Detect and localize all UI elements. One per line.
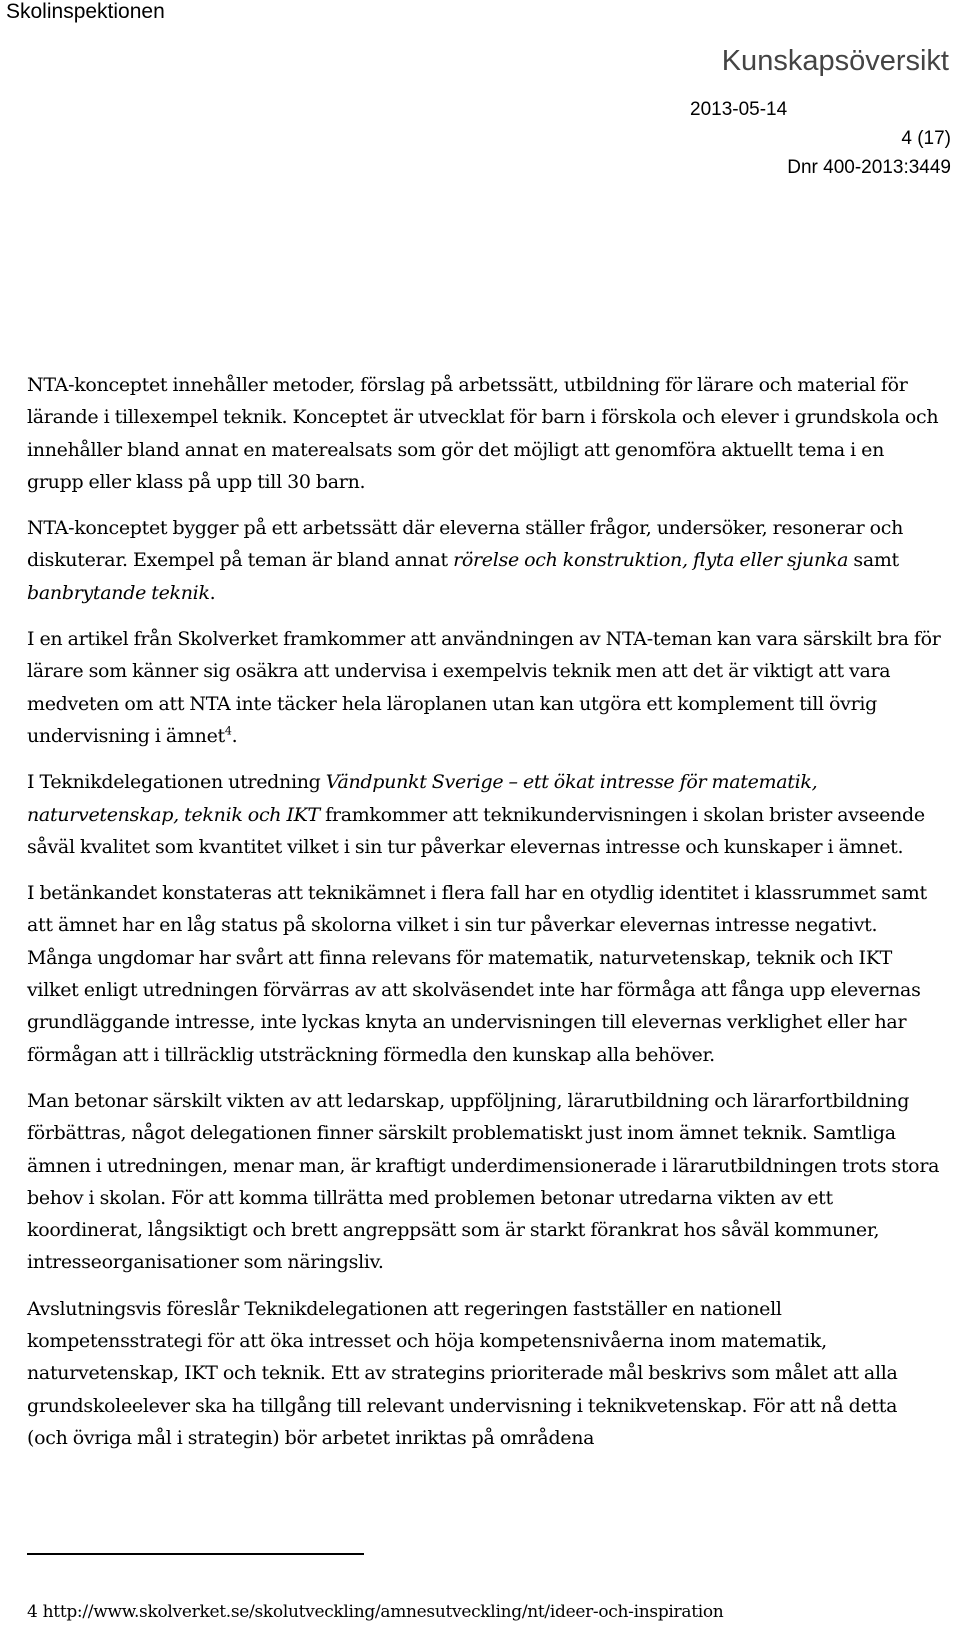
- paragraph-3: [27, 623, 942, 752]
- paragraph-4-italic-title: Vändpunkt Sverige – ett ökat intresse för matematik, naturvetenskap, teknik och IKT: [27, 771, 818, 826]
- footnote-number: 4: [27, 1602, 38, 1622]
- paragraph-2: [27, 512, 942, 609]
- footnote: [27, 1600, 947, 1624]
- footnote-link[interactable]: http://www.skolverket.se/skolutveckling/amnesutveckling/nt/ideer-och-inspiration: [42, 1602, 724, 1622]
- paragraph-7: Avslutningsvis föreslår Teknikdelegationen att regeringen fastställer en nationell kompetensstrategi för att öka intresset och höja kompetensnivåerna inom matematik, naturvetenskap, IKT och teknik. Ett av strategins prioriterade mål beskrivs som målet att alla grundskoleelever ska ha tillgång till relevant undervisning i teknikvetenskap. För att nå detta (och övriga mål i strategin) bör arbetet inriktas på områdena: [27, 1297, 898, 1449]
- paragraph-5: I betänkandet konstateras att teknikämnet i flera fall har en otydlig identitet i klassrummet samt att ämnet har en låg status på skolorna vilket i sin tur påverkar elevernas intresse negativt. Många ungdomar har svårt att finna relevans för matematik, naturvetenskap, teknik och IKT vilket enligt utredningen förvärras av att skolväsendet inte har förmåga att fånga upp elevernas grundläggande intresse, inte lyckas knyta an undervisningen till elevernas verklighet eller har förmågan att i tillräcklig utsträckning förmedla den kunskap alla behöver.: [27, 882, 927, 1066]
- paragraph-4: [27, 766, 942, 863]
- paragraph-1: NTA-konceptet innehåller metoder, förslag på arbetssätt, utbildning för lärare och material för lärande i tillexempel teknik. Konceptet är utvecklat för barn i förskola och elever i grundskola och innehåller bland annat en materealsats som gör det möjligt att genomföra aktuellt tema i en grupp eller klass på upp till 30 barn.: [27, 374, 939, 493]
- page-number: 4 (17): [901, 128, 951, 149]
- document-type: Kunskapsöversikt: [721, 45, 949, 77]
- body-text: [27, 369, 942, 1468]
- paragraph-2-italic-2: banbrytande teknik: [27, 581, 210, 604]
- paragraph-6: Man betonar särskilt vikten av att ledarskap, uppföljning, lärarutbildning och lärarfortbildning förbättras, något delegationen finner särskilt problematiskt just inom ämnet teknik. Samtliga ämnen i utredningen, menar man, är kraftigt underdimensionerade i lärarutbildningen trots stora behov i skolan. För att komma tillrätta med problemen betonar utredarna vikten av ett koordinerat, långsiktigt och brett angreppsätt som är starkt förankrat hos såväl kommuner, intresseorganisationer som näringsliv.: [27, 1089, 940, 1274]
- document-date: 2013-05-14: [690, 99, 788, 120]
- paragraph-3-end: .: [231, 724, 238, 747]
- footnote-reference: 4: [224, 724, 232, 738]
- paragraph-2-text-2: samt: [848, 549, 899, 572]
- paragraph-4-text-1: I Teknikdelegationen utredning: [27, 771, 326, 794]
- footnote-divider: [27, 1553, 364, 1555]
- paragraph-3-text: I en artikel från Skolverket framkommer att användningen av NTA-teman kan vara särskilt bra för lärare som känner sig osäkra att undervisa i exempelvis teknik men att det är viktigt att vara medveten om att NTA inte täcker hela läroplanen utan kan utgöra ett komplement till övrig undervisning i ämnet: [27, 628, 941, 747]
- organization-name: Skolinspektionen: [6, 0, 165, 23]
- document-reference-number: Dnr 400-2013:3449: [787, 157, 951, 178]
- paragraph-2-italic-1: rörelse och konstruktion, flyta eller sjunka: [453, 549, 849, 572]
- paragraph-4-text-2: framkommer att teknikundervisningen i skolan brister avseende såväl kvalitet som kvantitet vilket i sin tur påverkar elevernas intresse och kunskaper i ämnet.: [27, 803, 925, 858]
- paragraph-2-text-1: NTA-konceptet bygger på ett arbetssätt där eleverna ställer frågor, undersöker, resonerar och diskuterar. Exempel på teman är bland annat: [27, 517, 904, 572]
- paragraph-2-text-3: .: [209, 581, 216, 604]
